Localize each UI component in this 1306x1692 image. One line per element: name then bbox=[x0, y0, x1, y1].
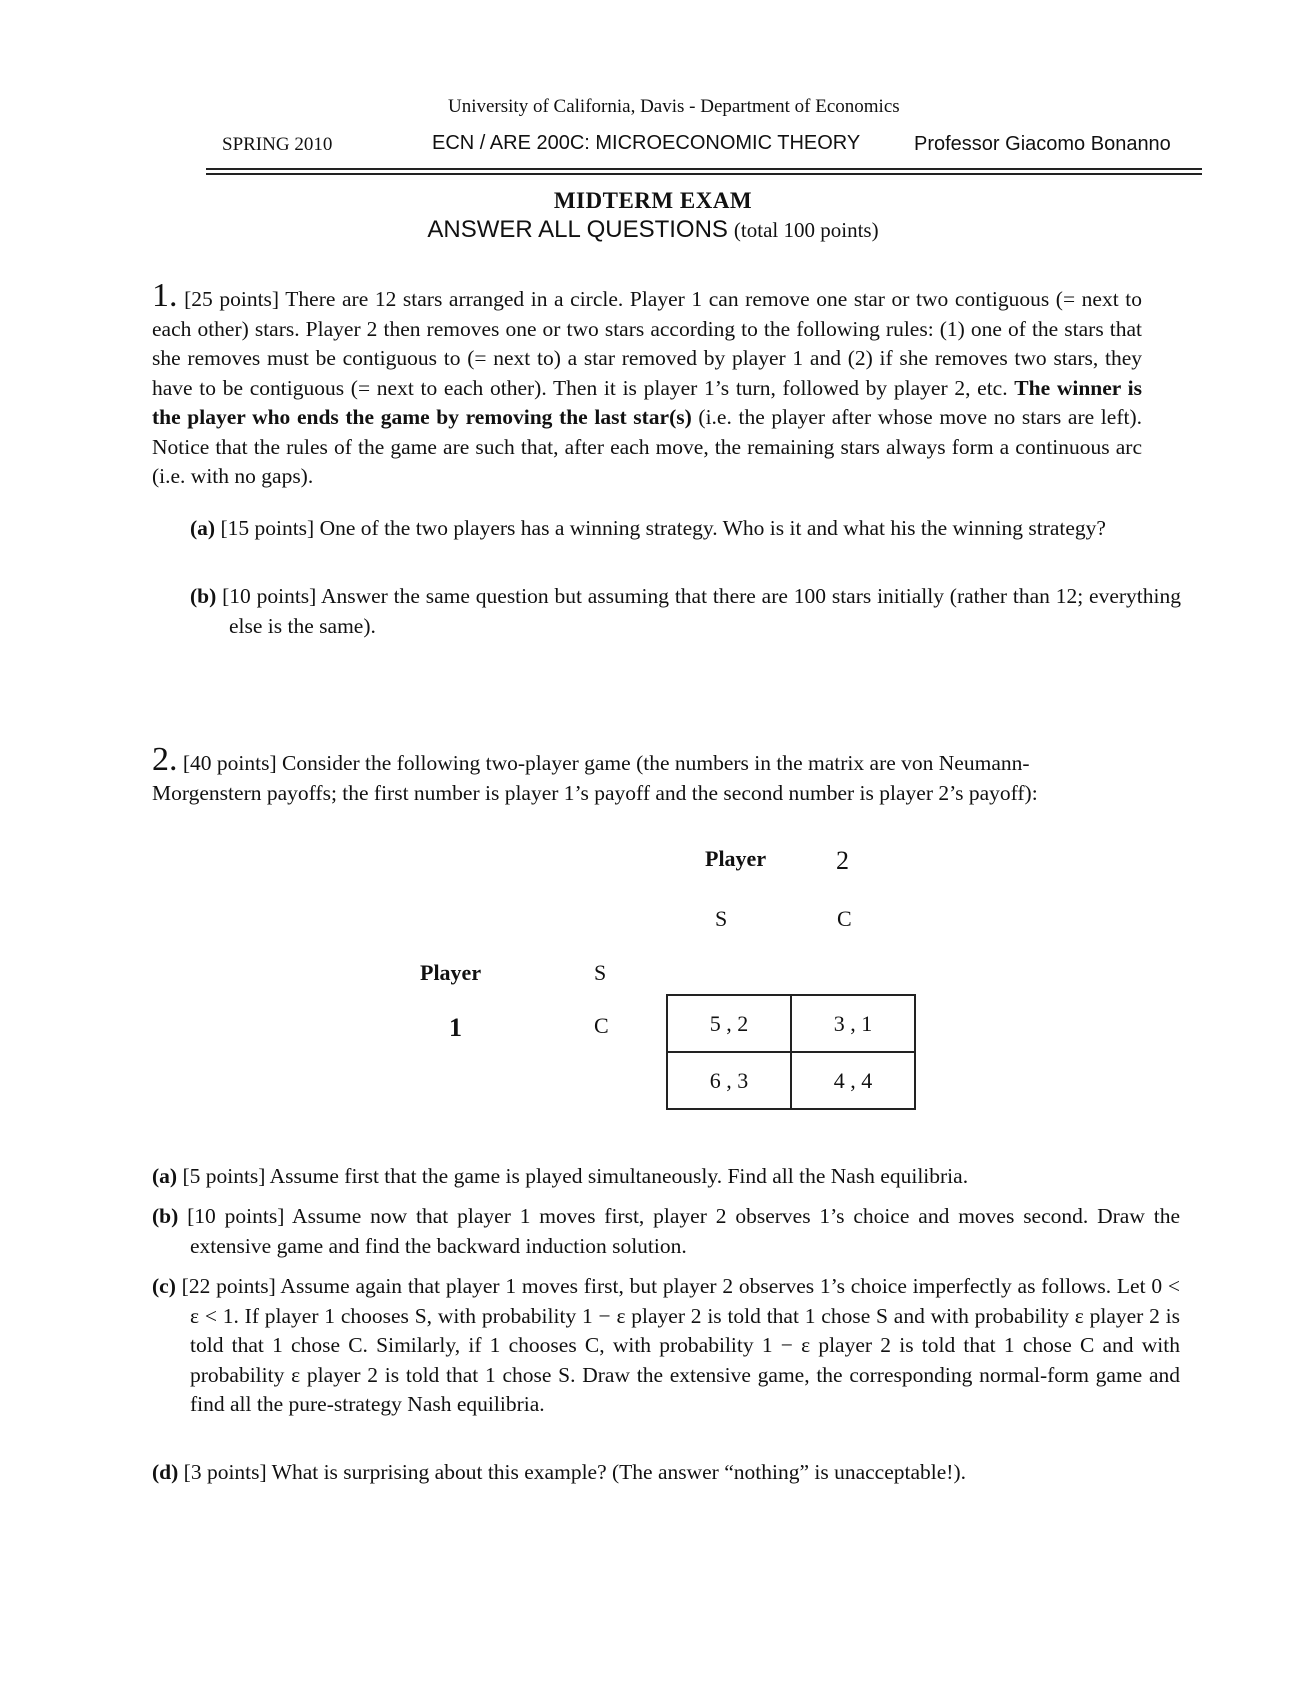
instructions-text: ANSWER ALL QUESTIONS bbox=[427, 216, 728, 243]
column-strategy-c: C bbox=[837, 906, 852, 931]
payoff-cell-cc: 4 , 4 bbox=[791, 1052, 915, 1109]
question-2c-label: (c) bbox=[152, 1274, 176, 1298]
row-strategy-s: S bbox=[594, 960, 607, 985]
column-player-number: 2 bbox=[836, 846, 849, 875]
question-2d-label: (d) bbox=[152, 1460, 179, 1484]
question-2a-text: [5 points] Assume first that the game is played simultaneously. Find all the Nash equilibria. bbox=[177, 1164, 969, 1188]
question-1-number: 1. bbox=[152, 277, 178, 314]
question-2c bbox=[152, 1272, 1180, 1420]
question-2c-text: [22 points] Assume again that player 1 moves first, but player 2 observes 1’s choice imperfectly as follows. Let 0 < ε < 1. If player 1 chooses S, with probability 1 − ε player 2 is told that 1 chose S and with probability ε player 2 is told that 1 chose C. Similarly, if 1 chooses C, with probability 1 − ε player 2 is told that 1 chose C and with probability ε player 2 is told that 1 chose S. Draw the extensive game, the corresponding normal-form game and find all the pure-strategy Nash equilibria. bbox=[175, 1274, 1180, 1416]
total-points: (total 100 points) bbox=[733, 218, 879, 242]
question-2d-text: [3 points] What is surprising about this example? (The answer “nothing” is unacceptable!). bbox=[178, 1460, 966, 1484]
payoff-cell-ss: 5 , 2 bbox=[667, 995, 791, 1052]
matrix-row-c bbox=[667, 1052, 915, 1109]
question-1-bold-rule: The winner is the player who ends the game by removing the last star(s) bbox=[152, 375, 1143, 429]
question-1-outro: (i.e. the player after whose move no stars are left). Notice that the rules of the game are such that, after each move, the remaining stars always form a continuous arc (i.e. with no gaps). bbox=[152, 405, 1142, 488]
university-header: University of California, Davis - Department of Economics bbox=[448, 96, 900, 117]
question-1a-text: [15 points] One of the two players has a winning strategy. Who is it and what his the winning strategy? bbox=[215, 516, 1106, 540]
header-rule-bottom bbox=[206, 173, 1202, 175]
term-label: SPRING 2010 bbox=[222, 134, 333, 155]
column-strategy-s: S bbox=[715, 906, 728, 931]
question-2b-label: (b) bbox=[152, 1204, 179, 1228]
header-rule-top bbox=[206, 168, 1202, 170]
question-2 bbox=[152, 741, 1132, 808]
question-2d bbox=[152, 1458, 1180, 1488]
row-player-number: 1 bbox=[449, 1013, 462, 1042]
question-2b-text: [10 points] Assume now that player 1 moves first, player 2 observes 1’s choice and moves second. Draw the extensive game and find the backward induction solution. bbox=[178, 1204, 1180, 1258]
row-player-word: Player bbox=[420, 960, 482, 985]
question-2a-label: (a) bbox=[152, 1164, 178, 1188]
course-title: ECN / ARE 200C: MICROECONOMIC THEORY bbox=[432, 132, 861, 154]
question-1a bbox=[190, 514, 1181, 544]
exam-instructions bbox=[0, 216, 1306, 244]
question-1b bbox=[190, 582, 1181, 641]
payoff-cell-cs: 6 , 3 bbox=[667, 1052, 791, 1109]
matrix-row-s bbox=[667, 995, 915, 1052]
question-2-intro: [40 points] Consider the following two-player game (the numbers in the matrix are von Neumann-Morgenstern payoffs; the first number is player 1’s payoff and the second number is player 2’s payoff): bbox=[152, 751, 1038, 805]
payoff-cell-sc: 3 , 1 bbox=[791, 995, 915, 1052]
payoff-matrix bbox=[666, 994, 916, 1110]
question-2a bbox=[152, 1162, 1180, 1192]
question-1-intro: [25 points] There are 12 stars arranged in a circle. Player 1 can remove one star or two contiguous (= next to each other) stars. Player 2 then removes one or two stars according to the following rules: (1) one of the stars that she removes must be contiguous to (= next to) a star removed by player 1 and (2) if she removes two stars, they have to be contiguous (= next to each other). Then it is player 1’s turn, followed by player 2, etc. bbox=[152, 287, 1142, 400]
question-1b-text: [10 points] Answer the same question but assuming that there are 100 stars initially (rather than 12; everything else is the same). bbox=[216, 584, 1181, 638]
row-strategy-c: C bbox=[594, 1013, 609, 1038]
question-2b bbox=[152, 1202, 1180, 1261]
question-1a-label: (a) bbox=[190, 516, 216, 540]
question-1 bbox=[152, 277, 1143, 492]
exam-title: MIDTERM EXAM bbox=[553, 188, 753, 213]
column-player-word: Player bbox=[705, 846, 767, 871]
question-2-number: 2. bbox=[152, 741, 178, 778]
professor-name: Professor Giacomo Bonanno bbox=[914, 133, 1171, 155]
question-1b-label: (b) bbox=[190, 584, 217, 608]
